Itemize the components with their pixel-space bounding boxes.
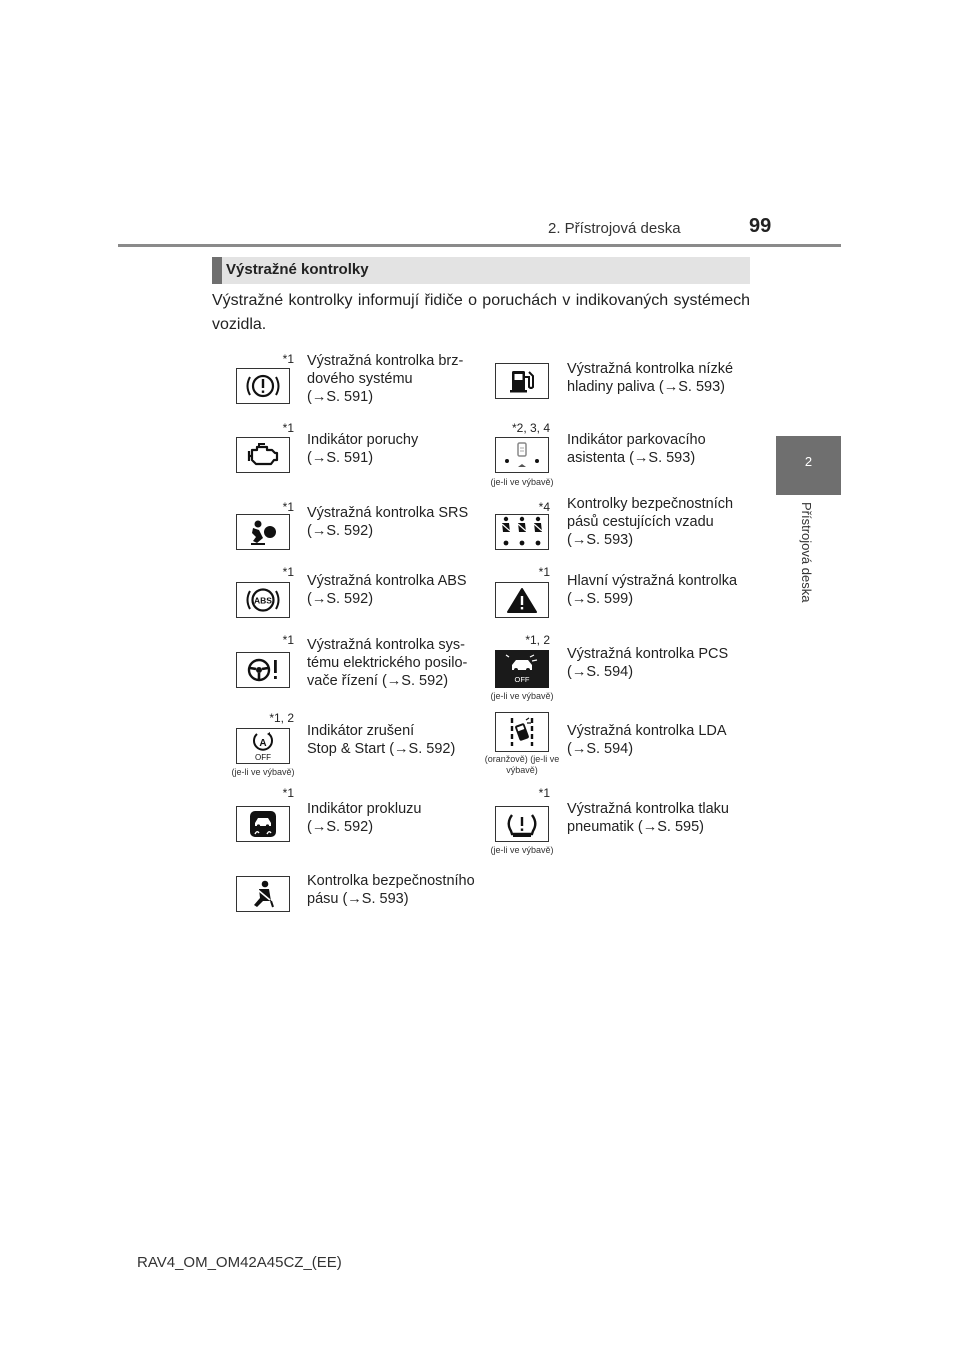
brake-warning-icon: [236, 368, 290, 404]
footnote-text: *1, 2: [525, 633, 550, 647]
desc-line: (→S. 599): [567, 591, 634, 607]
footnote-text: *1: [282, 421, 294, 435]
footnote-text: *4: [538, 500, 550, 514]
availability-note: (je-li ve výbavě): [490, 845, 554, 855]
availability-note: (oranžově) (je-li ve výbavě): [484, 754, 560, 775]
footnote-text: *1: [538, 565, 550, 579]
desc-line: Indikátor zrušení: [307, 723, 415, 739]
footnote-marker: [234, 421, 294, 435]
desc-line: (→S. 594): [567, 741, 634, 757]
footnote-text: *1: [282, 500, 294, 514]
desc-line: Stop & Start (→S. 592): [307, 741, 456, 757]
abs-label: ABS: [254, 595, 272, 606]
footnote-marker: [490, 500, 550, 514]
page-number: 99: [749, 215, 772, 237]
desc-line: (→S. 591): [307, 389, 374, 405]
power-steering-icon: [236, 652, 290, 688]
desc-line: Výstražná kontrolka sys-: [307, 637, 465, 653]
desc-line: (→S. 594): [567, 664, 634, 680]
item-description: [307, 800, 421, 836]
item-description: [567, 431, 706, 467]
tire-pressure-icon: [495, 806, 549, 842]
desc-line: dového systému: [307, 371, 413, 387]
footnote-text: *1: [282, 633, 294, 647]
desc-line: Indikátor parkovacího: [567, 432, 706, 448]
desc-line: Výstražná kontrolka brz-: [307, 353, 464, 369]
desc-line: Výstražná kontrolka nízké: [567, 361, 734, 377]
chapter-number: 2: [804, 454, 813, 469]
item-description: [567, 360, 733, 396]
item-description: [307, 431, 418, 467]
desc-line: Výstražná kontrolka SRS: [307, 505, 469, 521]
footnote-marker: [234, 500, 294, 514]
chapter-tab: [776, 436, 841, 495]
availability-note: (je-li ve výbavě): [490, 691, 554, 701]
desc-line: Výstražná kontrolka ABS: [307, 573, 467, 589]
desc-line: (→S. 592): [307, 591, 374, 607]
desc-line: Kontrolky bezpečnostních: [567, 496, 734, 512]
stop-start-off-icon: [236, 728, 290, 764]
pcs-off-label: OFF: [514, 675, 530, 684]
desc-line: vače řízení (→S. 592): [307, 673, 449, 689]
footnote-marker: [234, 711, 294, 725]
chapter-label-text: Přístrojová deska: [799, 502, 814, 603]
lda-icon: [495, 712, 549, 752]
footnote-text: *1, 2: [269, 711, 294, 725]
availability-note: (je-li ve výbavě): [231, 767, 295, 777]
item-description: [307, 872, 475, 908]
item-description: [567, 722, 727, 758]
desc-line: (→S. 591): [307, 450, 374, 466]
desc-line: tému elektrického posilo-: [307, 655, 468, 671]
parking-assist-icon: [495, 437, 549, 473]
check-engine-icon: [236, 437, 290, 473]
abs-icon: [236, 582, 290, 618]
availability-note: (je-li ve výbavě): [490, 477, 554, 487]
footnote-marker: [490, 565, 550, 579]
desc-line: (→S. 593): [567, 532, 634, 548]
intro-paragraph: Výstražné kontrolky informují řidiče o poruchách v indikovaných systémech vozidla.: [212, 292, 750, 333]
item-description: [567, 645, 728, 681]
desc-line: Výstražná kontrolka PCS: [567, 646, 729, 662]
footnote-marker: [490, 786, 550, 800]
item-description: [307, 352, 463, 406]
desc-line: hladiny paliva (→S. 593): [567, 379, 725, 395]
item-description: [567, 800, 729, 836]
srs-airbag-icon: [236, 514, 290, 550]
desc-line: pneumatik (→S. 595): [567, 819, 705, 835]
footnote-marker: [234, 565, 294, 579]
footnote-text: *1: [282, 565, 294, 579]
footnote-text: *1: [282, 352, 294, 366]
off-label: OFF: [255, 753, 271, 762]
slip-indicator-icon: [236, 806, 290, 842]
footnote-text: *1: [538, 786, 550, 800]
footnote-marker: [490, 633, 550, 647]
item-description: [567, 495, 733, 549]
footnote-text: *1: [282, 786, 294, 800]
rear-seatbelt-icon: [495, 514, 549, 550]
desc-line: (→S. 592): [307, 523, 374, 539]
footnote-marker: [234, 786, 294, 800]
footnote-marker: [234, 352, 294, 366]
desc-line: asistenta (→S. 593): [567, 450, 696, 466]
desc-line: pásů cestujících vzadu: [567, 514, 714, 530]
desc-line: Indikátor poruchy: [307, 432, 419, 448]
desc-line: Výstražná kontrolka LDA: [567, 723, 727, 739]
desc-line: Výstražná kontrolka tlaku: [567, 801, 729, 817]
section-heading-bar: [212, 257, 750, 284]
document-code: RAV4_OM_OM42A45CZ_(EE): [137, 1254, 342, 1271]
item-description: [307, 636, 467, 690]
item-description: [307, 572, 467, 608]
pcs-off-icon: [495, 650, 549, 688]
master-warning-icon: [495, 582, 549, 618]
footnote-marker: [490, 421, 550, 435]
desc-line: pásu (→S. 593): [307, 891, 409, 907]
item-description: [567, 572, 737, 608]
footnote-text: *2, 3, 4: [511, 421, 550, 435]
seatbelt-reminder-icon: [236, 876, 290, 912]
svg-text:A: A: [259, 738, 267, 749]
desc-line: Kontrolka bezpečnostního: [307, 873, 475, 889]
header-title: 2. Přístrojová deska: [548, 220, 681, 237]
section-title: Výstražné kontrolky: [226, 261, 369, 278]
item-description: [307, 722, 455, 758]
footnote-marker: [234, 633, 294, 647]
header-divider: [118, 244, 841, 247]
item-description: [307, 504, 468, 540]
desc-line: Hlavní výstražná kontrolka: [567, 573, 738, 589]
chapter-label: [796, 502, 816, 642]
desc-line: Indikátor prokluzu: [307, 801, 422, 817]
low-fuel-icon: [495, 363, 549, 399]
desc-line: (→S. 592): [307, 819, 374, 835]
